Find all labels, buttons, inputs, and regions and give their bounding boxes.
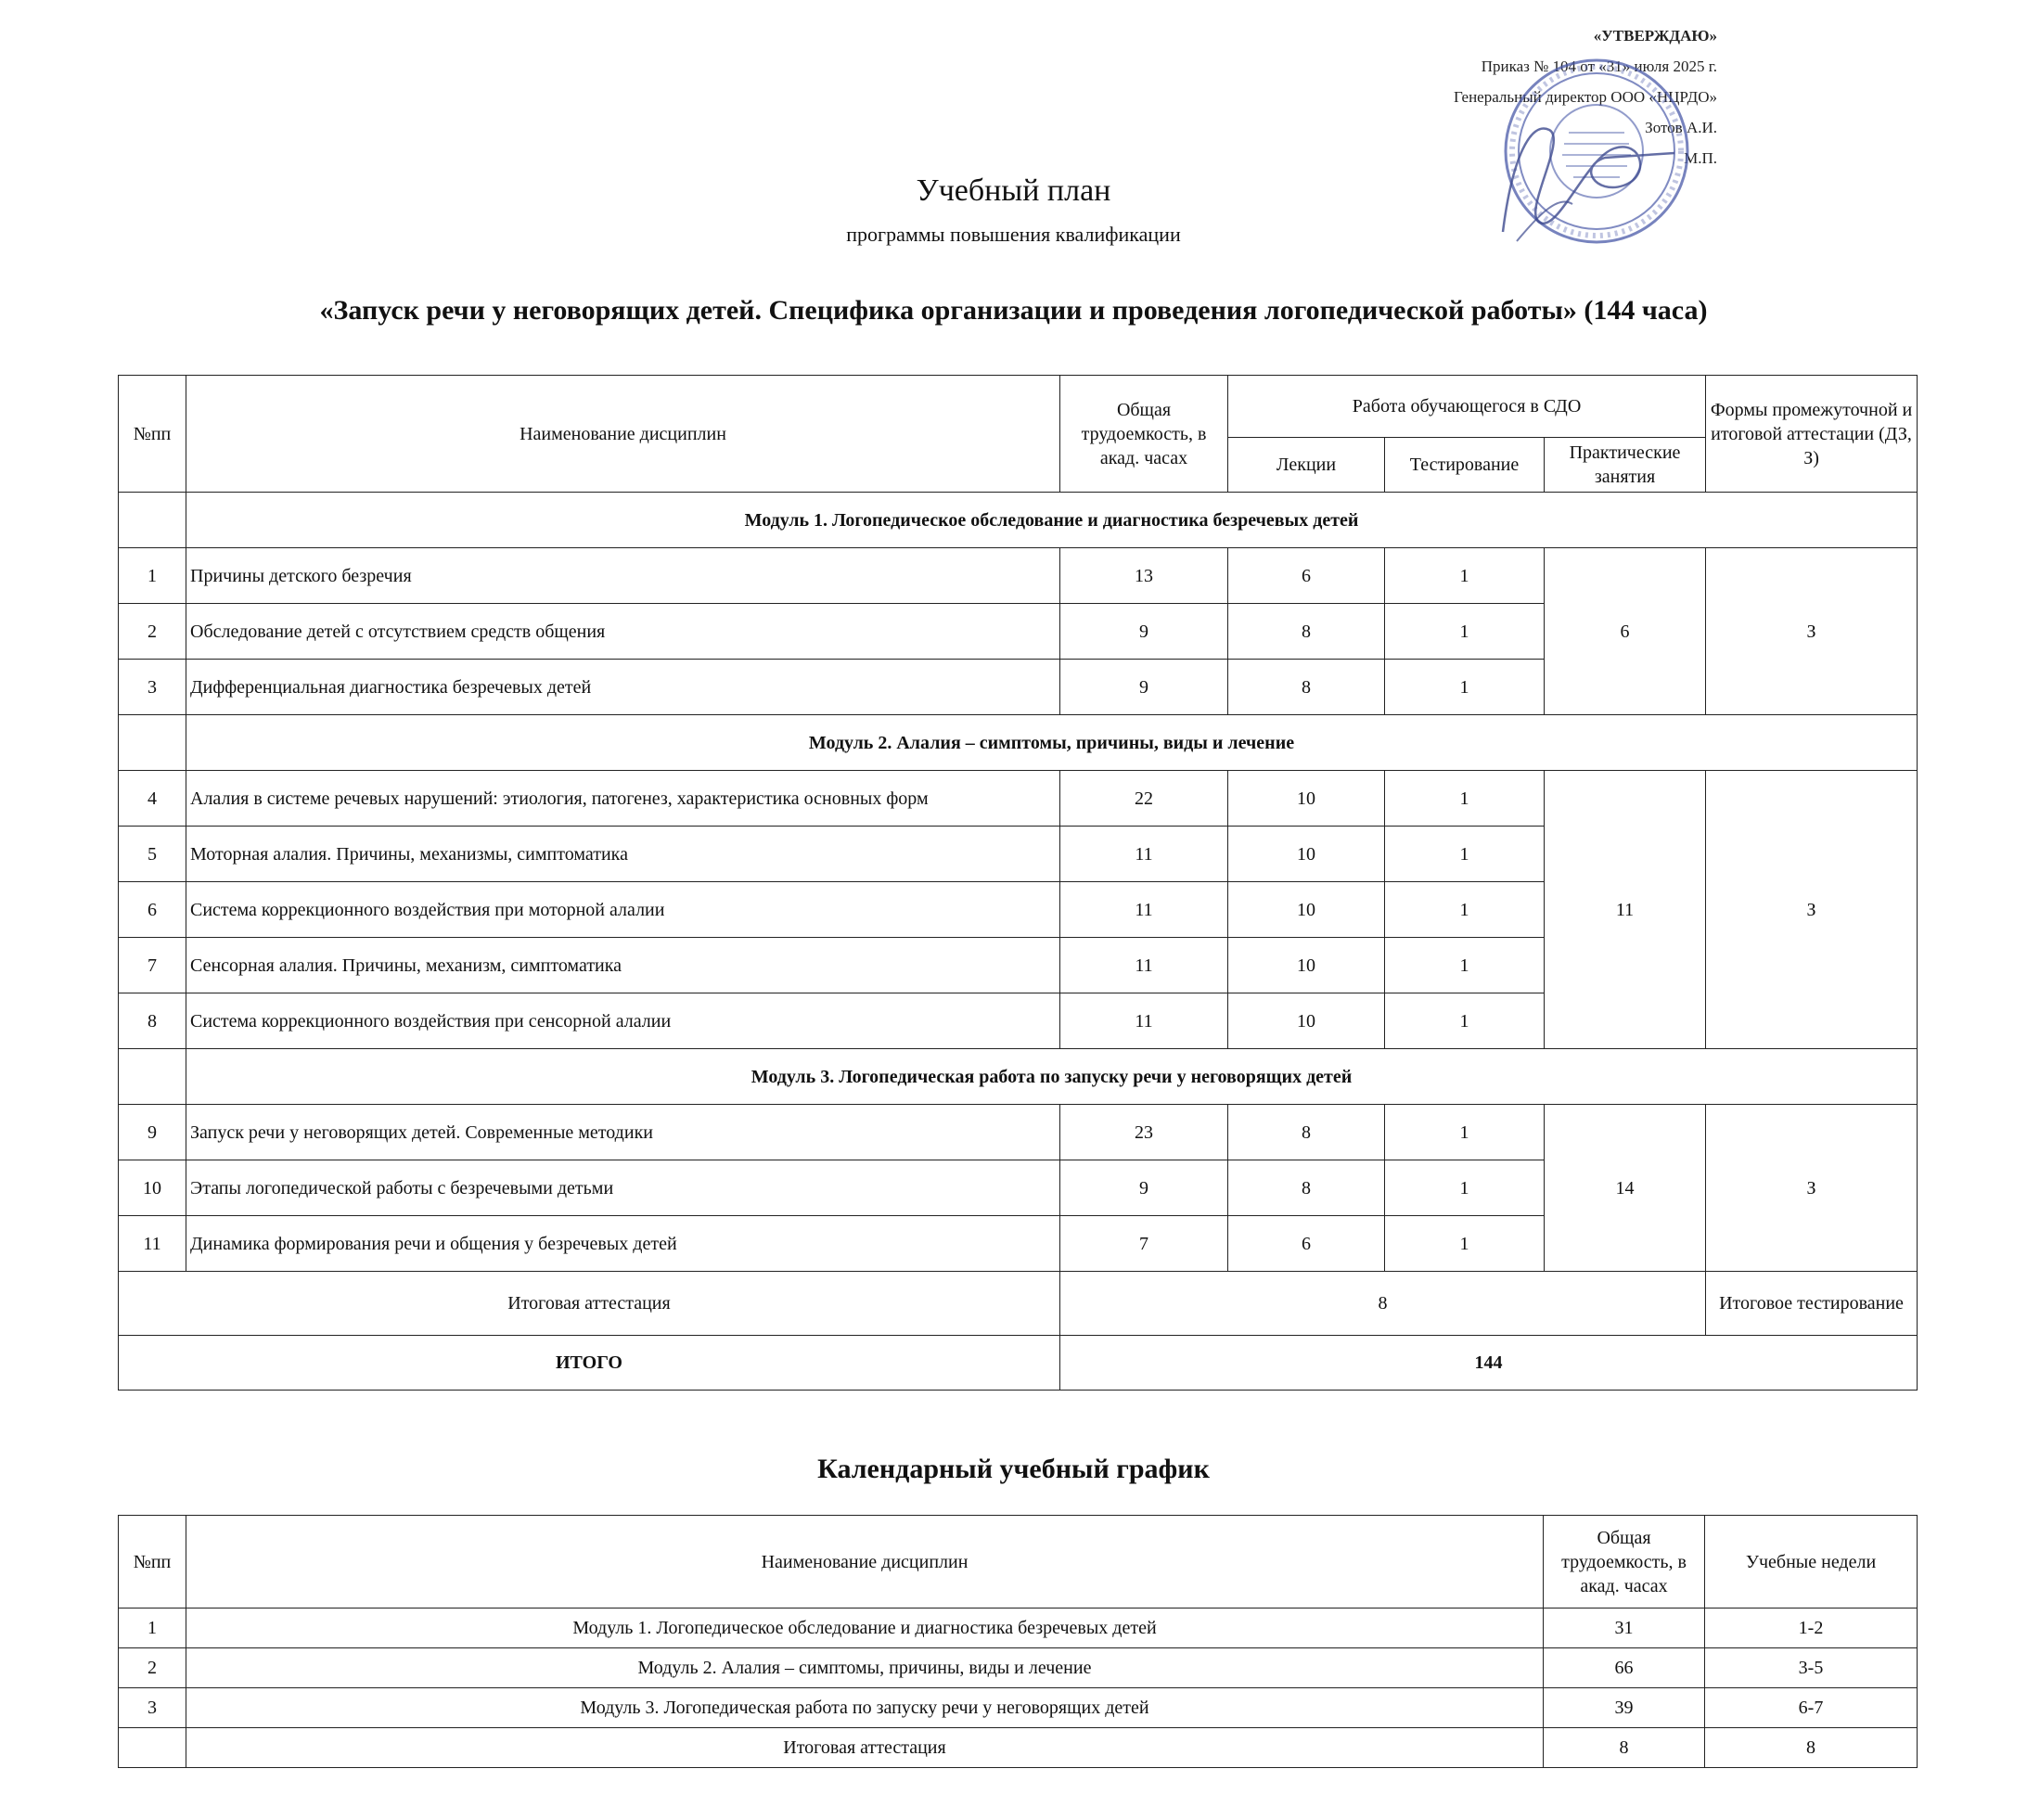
final-hours: 8 [1060, 1272, 1706, 1336]
calendar-table [118, 1515, 1918, 1768]
row-testing: 1 [1385, 771, 1545, 827]
row-testing: 1 [1385, 548, 1545, 604]
row-num: 3 [119, 660, 186, 715]
row-lectures: 8 [1228, 1160, 1385, 1216]
row-name: Дифференциальная диагностика безречевых детей [186, 660, 1060, 715]
header-testing: Тестирование [1385, 438, 1545, 493]
document-subtitle: программы повышения квалификации [846, 223, 1181, 246]
program-title: «Запуск речи у неговорящих детей. Специфика организации и проведения логопедической работы» (144 часа) [319, 295, 1708, 326]
table-row [119, 1728, 1918, 1768]
approval-order: Приказ № 104 от «31» июля 2025 г. [1481, 58, 1717, 75]
row-lectures: 6 [1228, 1216, 1385, 1272]
module-row [119, 715, 1918, 771]
cal-total: 66 [1544, 1648, 1705, 1688]
cal-weeks: 1-2 [1705, 1609, 1918, 1648]
cal-weeks: 8 [1705, 1728, 1918, 1768]
row-num: 11 [119, 1216, 186, 1272]
row-total: 13 [1060, 548, 1228, 604]
row-name: Алалия в системе речевых нарушений: этиология, патогенез, характеристика основных форм [186, 771, 1060, 827]
calendar-title: Календарный учебный график [817, 1454, 1210, 1484]
row-lectures: 10 [1228, 827, 1385, 882]
row-total: 9 [1060, 660, 1228, 715]
final-attestation-row [119, 1272, 1918, 1336]
cal-header-num: №пп [119, 1516, 186, 1609]
header-practice: Практические занятия [1545, 438, 1706, 493]
row-lectures: 10 [1228, 771, 1385, 827]
row-lectures: 10 [1228, 993, 1385, 1049]
row-num: 5 [119, 827, 186, 882]
module-practice: 14 [1545, 1105, 1706, 1272]
total-label: ИТОГО [119, 1336, 1060, 1391]
row-total: 11 [1060, 827, 1228, 882]
module-row [119, 493, 1918, 548]
table-row [119, 1688, 1918, 1728]
row-testing: 1 [1385, 660, 1545, 715]
row-lectures: 10 [1228, 882, 1385, 938]
row-testing: 1 [1385, 1160, 1545, 1216]
row-name: Система коррекционного воздействия при сенсорной алалии [186, 993, 1060, 1049]
final-label: Итоговая аттестация [119, 1272, 1060, 1336]
approval-position: Генеральный директор ООО «НЦРДО» [1454, 88, 1717, 106]
module-practice: 6 [1545, 548, 1706, 715]
table-row [119, 1105, 1918, 1160]
module-title: Модуль 2. Алалия – симптомы, причины, виды и лечение [186, 715, 1918, 771]
row-num: 9 [119, 1105, 186, 1160]
table-row [119, 771, 1918, 827]
row-num: 10 [119, 1160, 186, 1216]
row-total: 22 [1060, 771, 1228, 827]
row-testing: 1 [1385, 827, 1545, 882]
row-num: 1 [119, 548, 186, 604]
curriculum-table [118, 375, 1918, 1391]
cal-num: 3 [119, 1688, 186, 1728]
table-row [119, 548, 1918, 604]
header-num: №пп [119, 376, 186, 493]
row-name: Запуск речи у неговорящих детей. Современные методики [186, 1105, 1060, 1160]
row-lectures: 10 [1228, 938, 1385, 993]
module-form: З [1706, 771, 1918, 1049]
module-row [119, 1049, 1918, 1105]
row-testing: 1 [1385, 882, 1545, 938]
table-row [119, 1648, 1918, 1688]
calendar-header-row [119, 1516, 1918, 1609]
cal-num [119, 1728, 186, 1768]
header-name: Наименование дисциплин [186, 376, 1060, 493]
row-testing: 1 [1385, 1216, 1545, 1272]
cal-weeks: 6-7 [1705, 1688, 1918, 1728]
header-forms: Формы промежуточной и итоговой аттестации (ДЗ, З) [1706, 376, 1918, 493]
row-total: 11 [1060, 882, 1228, 938]
row-total: 11 [1060, 993, 1228, 1049]
cal-total: 8 [1544, 1728, 1705, 1768]
module-form: З [1706, 1105, 1918, 1272]
module-title: Модуль 1. Логопедическое обследование и диагностика безречевых детей [186, 493, 1918, 548]
module-title: Модуль 3. Логопедическая работа по запуску речи у неговорящих детей [186, 1049, 1918, 1105]
row-name: Сенсорная алалия. Причины, механизм, симптоматика [186, 938, 1060, 993]
approval-stamp-place: М.П. [1684, 149, 1717, 167]
final-form: Итоговое тестирование [1706, 1272, 1918, 1336]
row-name: Система коррекционного воздействия при моторной алалии [186, 882, 1060, 938]
cal-num: 2 [119, 1648, 186, 1688]
header-lectures: Лекции [1228, 438, 1385, 493]
row-name: Моторная алалия. Причины, механизмы, симптоматика [186, 827, 1060, 882]
row-num: 7 [119, 938, 186, 993]
cal-header-name: Наименование дисциплин [186, 1516, 1544, 1609]
cal-header-total: Общая трудоемкость, в акад. часах [1544, 1516, 1705, 1609]
cal-name: Итоговая аттестация [186, 1728, 1544, 1768]
module-practice: 11 [1545, 771, 1706, 1049]
row-testing: 1 [1385, 993, 1545, 1049]
header-row [119, 376, 1918, 438]
row-total: 9 [1060, 604, 1228, 660]
row-lectures: 6 [1228, 548, 1385, 604]
cal-total: 39 [1544, 1688, 1705, 1728]
row-total: 9 [1060, 1160, 1228, 1216]
cal-weeks: 3-5 [1705, 1648, 1918, 1688]
row-name: Обследование детей с отсутствием средств общения [186, 604, 1060, 660]
approval-name: Зотов А.И. [1645, 119, 1717, 136]
row-name: Динамика формирования речи и общения у безречевых детей [186, 1216, 1060, 1272]
row-name: Этапы логопедической работы с безречевыми детьми [186, 1160, 1060, 1216]
total-hours: 144 [1060, 1336, 1918, 1391]
header-work: Работа обучающегося в СДО [1228, 376, 1706, 438]
row-total: 11 [1060, 938, 1228, 993]
cal-num: 1 [119, 1609, 186, 1648]
row-lectures: 8 [1228, 604, 1385, 660]
row-num: 6 [119, 882, 186, 938]
table-row [119, 1609, 1918, 1648]
row-testing: 1 [1385, 1105, 1545, 1160]
row-lectures: 8 [1228, 660, 1385, 715]
approval-title: «УТВЕРЖДАЮ» [1593, 27, 1717, 45]
row-num: 8 [119, 993, 186, 1049]
row-name: Причины детского безречия [186, 548, 1060, 604]
row-total: 7 [1060, 1216, 1228, 1272]
cal-name: Модуль 2. Алалия – симптомы, причины, виды и лечение [186, 1648, 1544, 1688]
document-title: Учебный план [916, 173, 1111, 208]
cal-total: 31 [1544, 1609, 1705, 1648]
cal-header-weeks: Учебные недели [1705, 1516, 1918, 1609]
header-total: Общая трудоемкость, в акад. часах [1060, 376, 1228, 493]
cal-name: Модуль 1. Логопедическое обследование и диагностика безречевых детей [186, 1609, 1544, 1648]
row-testing: 1 [1385, 938, 1545, 993]
row-lectures: 8 [1228, 1105, 1385, 1160]
row-testing: 1 [1385, 604, 1545, 660]
row-num: 4 [119, 771, 186, 827]
row-total: 23 [1060, 1105, 1228, 1160]
total-row [119, 1336, 1918, 1391]
module-form: З [1706, 548, 1918, 715]
cal-name: Модуль 3. Логопедическая работа по запуску речи у неговорящих детей [186, 1688, 1544, 1728]
row-num: 2 [119, 604, 186, 660]
